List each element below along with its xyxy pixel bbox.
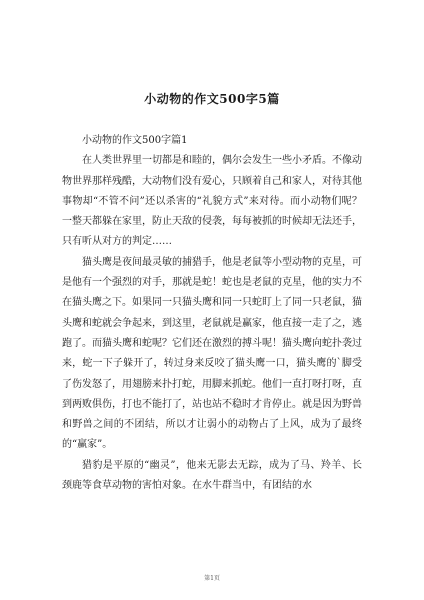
page-number: 第1页 <box>204 575 220 582</box>
section-heading: 小动物的作文500字篇1 <box>82 135 188 146</box>
paragraph-3: 猎豹是平原的“幽灵”，他来无影去无踪，成为了马、羚羊、长颈鹿等食草动物的害怕对象。在水牛群当中，有团结的水 <box>62 459 362 492</box>
paragraph-1: 在人类世界里一切都是和睦的，偶尔会发生一些小矛盾。不像动物世界那样残酷，大动物们没有爱心，只顾着自己和家人，对待其他事物却“不管不问”还以杀害的“礼貌方式”来对待。而小动物们呢？一整天都躲在家里，防止天敌的侵袭，每每被抓的时候却无法还手，只有听从对方的判定…… <box>62 155 362 248</box>
document-body <box>62 131 362 496</box>
document-title: 小动物的作文500字5篇 <box>144 92 280 106</box>
paragraph-2: 猫头鹰是夜间最灵敏的捕猎手，他是老鼠等小型动物的克星，可是他有一个强烈的对手，那就是蛇！蛇也是老鼠的克星，他的实力不在猫头鹰之下。如果同一只猫头鹰和同一只蛇盯上了同一只老鼠，猫头鹰和蛇就会争起来，到这里，老鼠就是赢家，他直接一走了之，逃跑了。而猫头鹰和蛇呢？它们还在激烈的搏斗呢！猫头鹰向蛇扑袭过来，蛇一下子躲开了，转过身来反咬了猫头鹰一口，猫头鹰的`脚受了伤发怒了，用翅膀来扑打蛇，用脚来抓蛇。他们一直打呀打呀，直到两败俱伤，打也不能打了，站也站不稳时才肯停止。就是因为野兽和野兽之间的不团结，所以才让弱小的动物占了上风，成为了最终的“赢家”。 <box>62 256 362 451</box>
